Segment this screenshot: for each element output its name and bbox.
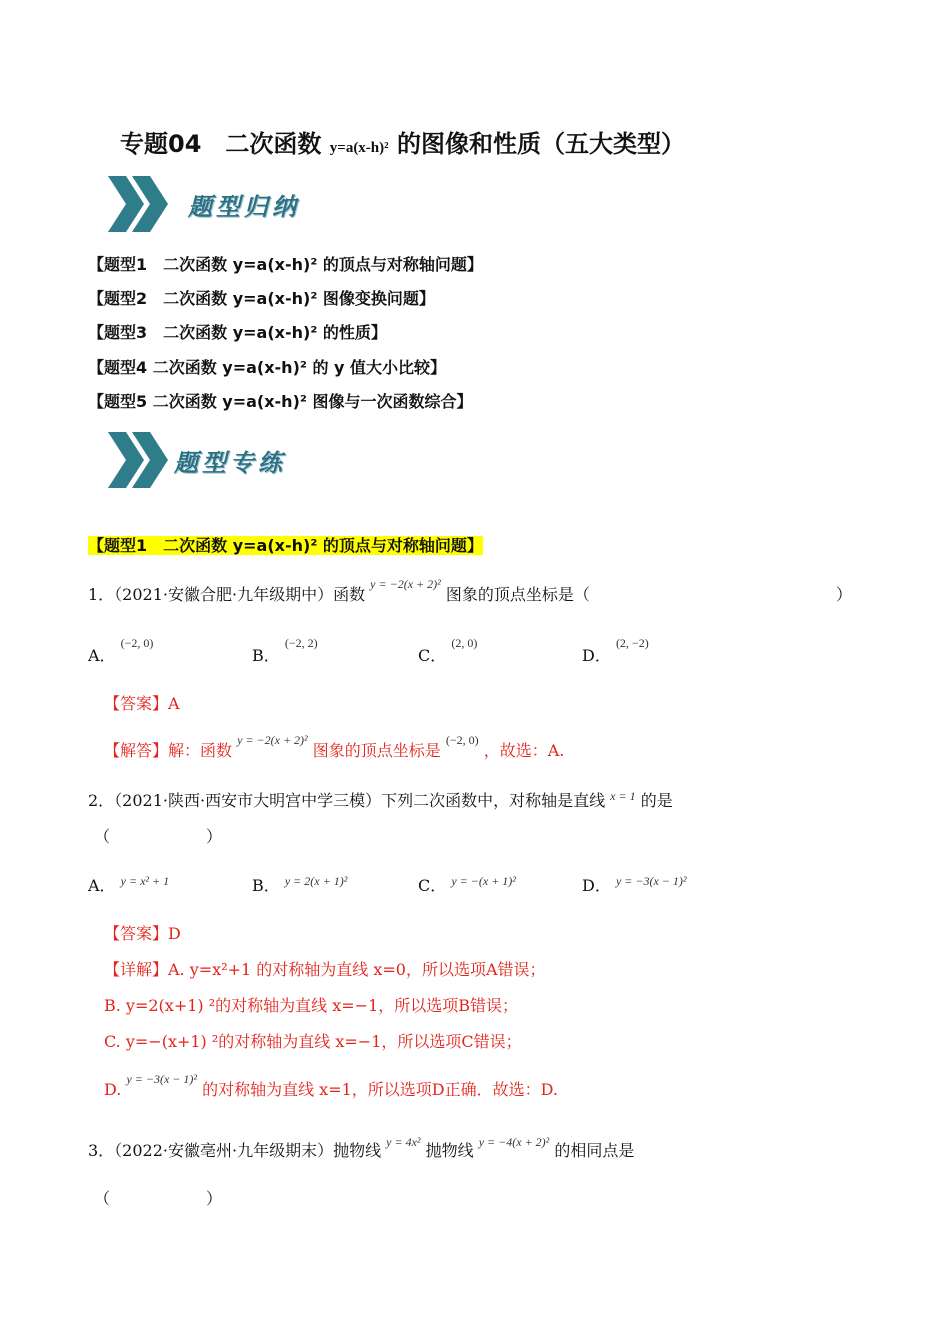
answer: 【答案】D [104,924,181,943]
detail-line: 【详解】A. y=x²+1 的对称轴为直线 x=0，所以选项A错误； [104,960,546,979]
option-a[interactable]: A． $^{y = x^2 + 1}$ [88,874,170,895]
toc-item[interactable]: 【题型5 二次函数 y=a(x-h)² 图像与一次函数综合】 [88,392,473,411]
toc-item[interactable]: 【题型1 二次函数 y=a(x-h)² 的顶点与对称轴问题】 [88,255,483,274]
section-heading: 【题型1 二次函数 y=a(x-h)² 的顶点与对称轴问题】 [88,536,483,555]
formula: y = −2(x + 2)² [370,577,441,591]
toc-item[interactable]: 【题型4 二次函数 y=a(x-h)² 的 y 值大小比较】 [88,358,447,377]
practice-banner [104,428,286,492]
option-c[interactable]: C． $^{y = -(x + 1)^2}$ [418,874,516,895]
toc-item[interactable]: 【题型2 二次函数 y=a(x-h)² 图像变换问题】 [88,289,435,308]
option-c[interactable]: C． $^{(2, 0)}$ [418,636,478,665]
page-title: 专题04 二次函数 y=a(x-h)² 的图像和性质（五大类型） [120,130,685,158]
practice-banner-text: 题型专练 [174,448,286,477]
option-a[interactable]: A． $^{(-2, 0)}$ [88,636,154,665]
option-d[interactable]: D． $^{(2, -2)}$ [582,636,649,665]
option-b[interactable]: B． $^{y = 2(x + 1)^2}$ [252,874,348,895]
question-2-stem: 2．（2021·陕西·西安市大明宫中学三模）下列二次函数中，对称轴是直线 $^{x = 1}$ 的是 [88,789,673,810]
detail-line: D. $^{y = -3(x - 1)^2}$ 的对称轴为直线 x=1，所以选项D正确．故选：D. [104,1072,558,1099]
question-3-stem: 3．（2022·安徽亳州·九年级期末）抛物线 $^{y = 4x^2}$ 抛物线 $^{y = -4(x + 2)^2}$ 的相同点是 [88,1135,635,1160]
answer-paren[interactable]: （ ） [94,1189,223,1208]
question-1-paren-end: ） [836,585,853,604]
answer-paren[interactable]: （ ） [94,827,223,846]
answer: 【答案】A [104,694,180,713]
detail-line: C. y=−(x+1) ²的对称轴为直线 x=−1，所以选项C错误； [104,1032,522,1051]
option-b[interactable]: B． $^{(-2, 2)}$ [252,636,318,665]
summary-banner-text: 题型归纳 [188,192,300,221]
option-d[interactable]: D． $^{y = -3(x - 1)^2}$ [582,874,687,895]
detail-line: B. y=2(x+1) ²的对称轴为直线 x=−1，所以选项B错误； [104,996,519,1015]
explanation: 【解答】解：函数 $^{y = -2(x + 2)^2}$ 图象的顶点坐标是 $^{(-2, 0)}$ ，故选：A. [104,733,565,760]
toc-item[interactable]: 【题型3 二次函数 y=a(x-h)² 的性质】 [88,323,387,342]
summary-banner [104,172,300,236]
question-1-stem: 1．（2021·安徽合肥·九年级期中）函数 $^{y = -2(x + 2)^2}$ 图象的顶点坐标是（ [88,577,590,604]
double-chevron-icon [104,428,174,492]
double-chevron-icon [104,172,174,236]
